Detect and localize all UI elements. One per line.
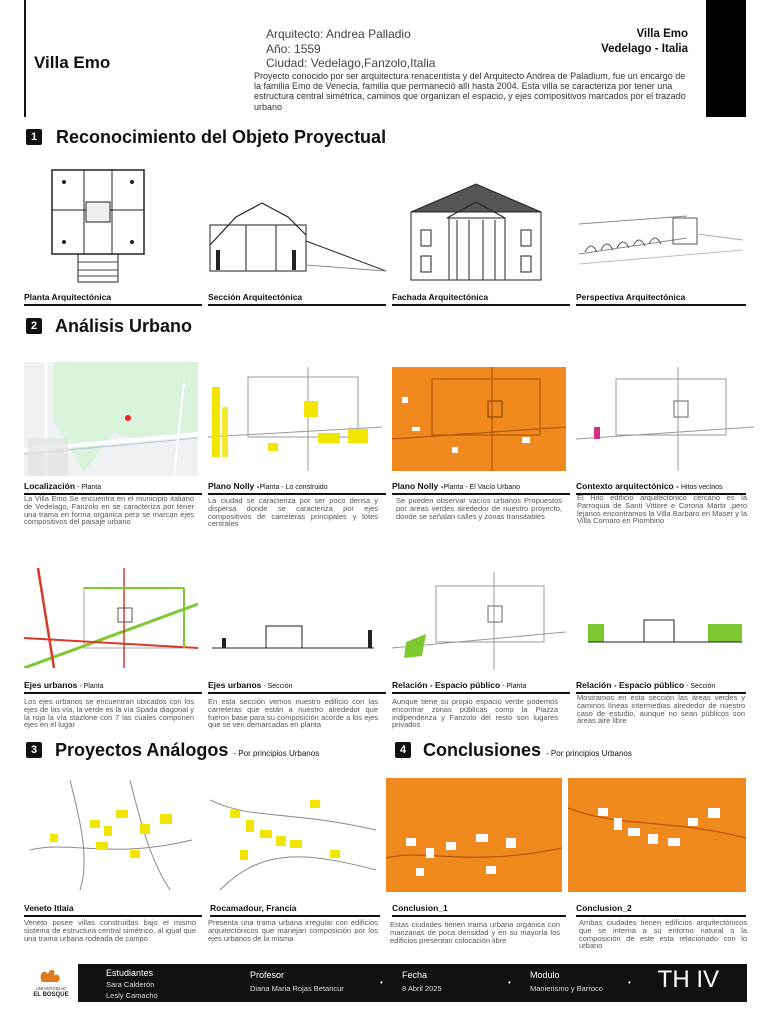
- students-label: Estudiantes: [106, 968, 154, 978]
- text-rocamadour: Presenta una trama urbana irregular con edificios arquitectónicos que manejan composición por los ejes urbanos de la misma: [208, 918, 378, 943]
- text-axes-plan: Los ejes urbanos se encuentran ubicados con los ejes de las vía, la verde es la vía Spada diagonal y la roja la vía stazione con 7 las cuales componen ejes en el lugar: [24, 697, 194, 730]
- conclusion-2-map: [568, 778, 746, 892]
- module-value: Manierismo y Barroco: [530, 984, 603, 993]
- caption-context-sub: Hitos vecinos: [678, 484, 723, 491]
- section-number-4: 4: [395, 742, 411, 758]
- facade-drawing: [407, 178, 545, 282]
- section-title-4-text: Conclusiones: [423, 740, 542, 760]
- footer-bar: [24, 964, 747, 1002]
- year-text: Año: 1559: [266, 42, 321, 56]
- separator-dot-icon: •: [508, 978, 511, 987]
- section-title-3: [55, 740, 319, 761]
- text-context: El Hito edificio arquitectónico cercano es la Parroquia de Santi Vittore e Corona Martir ,pero lejanos encontramos la Villa Barbaro en Maser y la Villa Cornaro en Piombino: [577, 493, 747, 526]
- axes-plan-map: [24, 568, 198, 668]
- caption-public-section-sub: - Sección: [684, 683, 716, 690]
- caption-nolly-built-sub: Planta - Lo construido: [259, 484, 328, 491]
- section-subtitle-3: - Por principios Urbanos: [233, 749, 320, 758]
- floor-plan-drawing: [48, 162, 152, 286]
- caption-veneto: Veneto Itlaia: [24, 903, 202, 917]
- perspective-drawing: [577, 194, 745, 276]
- caption-axes-plan: [24, 680, 202, 694]
- caption-axes-plan-sub: - Planta: [77, 683, 104, 690]
- nolly-void-map: [392, 367, 566, 471]
- caption-conclusion-1: Conclusion_1: [392, 903, 566, 917]
- logo-box: [24, 964, 78, 1002]
- header-black-block: [706, 0, 746, 117]
- caption-perspectiva: Perspectiva Arquitectónica: [576, 292, 746, 306]
- caption-axes-plan-title: Ejes urbanos: [24, 680, 78, 690]
- section-number-3: 3: [26, 742, 42, 758]
- section-title-2: Análisis Urbano: [55, 316, 193, 336]
- section-title-1: Reconocimiento del Objeto Proyectual: [56, 127, 387, 147]
- logo-text-1: UNIVERSIDAD: [35, 986, 67, 991]
- caption-public-plan-title: Relación - Espacio público: [392, 680, 501, 690]
- professor-name: Diana Maria Rojas Betancur: [250, 984, 344, 993]
- public-space-plan-map: [392, 572, 566, 670]
- course-code: TH IV: [657, 966, 719, 993]
- student-1: Sara Calderón: [106, 980, 155, 989]
- text-veneto: Veneto posee villas construidas bajo el mismo sistema de estructura central simétrico, al igual que una trama urbana rodeada de campo: [24, 918, 196, 943]
- section-subtitle-4: - Por principios Urbanos: [546, 749, 632, 758]
- separator-dot-icon: •: [380, 978, 383, 987]
- text-conclusion-2: Ambas ciudades tienen edificios arquitectónicos que se interna a su entorno natural o la composición de este esta relacionado con lo urbano: [579, 918, 747, 951]
- caption-axes-section-sub: - Sección: [261, 683, 293, 690]
- text-axes-section: En esta sección vemos nuestro edificio con las carreteras que están a nuestro alrededor que fueron base para su composición acorde a los ejes que se ven demarcadas en planta: [208, 697, 378, 730]
- caption-seccion: Sección Arquitectónica: [208, 292, 386, 306]
- caption-axes-section: [208, 680, 386, 694]
- caption-axes-section-title: Ejes urbanos: [208, 680, 262, 690]
- text-nolly-void: Se pueden observar vacíos urbanos Propuestos por áreas verdes alrededor de nuestro proyecto, donde se señalan calles y zonas transitables: [396, 496, 562, 521]
- section-title-4: [423, 740, 632, 761]
- university-logo-icon: [24, 964, 78, 986]
- module-label: Modulo: [530, 970, 560, 980]
- text-localizacion: La Villa Emo Se encuentra en el municipio italiano de Vedelago, Fanzolo en se caracteriza por tener una trama en forma organica pero se marcan ejes compositivos del paisaje urbano: [24, 494, 194, 527]
- caption-public-plan: [392, 680, 570, 694]
- caption-nolly-void-sub: Planta - El Vacío Urbano: [443, 484, 521, 491]
- context-map: [576, 367, 754, 471]
- section-title-3-text: Proyectos Análogos: [55, 740, 229, 760]
- caption-public-section: [576, 680, 746, 694]
- caption-conclusion-2: Conclusion_2: [576, 903, 746, 917]
- header-divider: [24, 0, 26, 117]
- rocamadour-map: [210, 780, 376, 890]
- location-map: [24, 362, 198, 476]
- caption-rocamadour: Rocamadour, Francia: [210, 903, 380, 917]
- caption-planta: Planta Arquitectónica: [24, 292, 202, 306]
- section-number-1: 1: [26, 129, 42, 145]
- section-number-2: 2: [26, 318, 42, 334]
- caption-localizacion-title: Localización: [24, 481, 76, 491]
- caption-context-title: Contexto arquitectónico -: [576, 481, 679, 491]
- student-2: Lesly Camacho: [106, 991, 158, 1000]
- header-right-title: Villa Emo: [636, 28, 688, 40]
- text-public-section: Mostramos en esta sección las áreas verdes y caminos líneas intermedias alrededor de nuestro caso de estudio, aunque no sean públicos son áreas aire libre: [577, 693, 745, 726]
- separator-dot-icon: •: [628, 978, 631, 987]
- date-value: 8 Abril 2025: [402, 984, 442, 993]
- caption-fachada: Fachada Arquitectónica: [392, 292, 570, 306]
- project-description: Proyecto conocido por ser arquitectura renacentista y del Arquitecto Andrea de Paladium, fue un encargo de la familia Emo de Venecia, familia que permaneció allí hasta 2004. Esta villa se caracteriza por tener una estructura central simétrica, caminos que organizan el espacio, y ejes compositivos marcados por el trazado urbano: [254, 71, 686, 112]
- section-drawing: [206, 195, 388, 275]
- header-right-subtitle: Vedelago - Italia: [601, 43, 688, 55]
- veneto-map: [30, 780, 192, 890]
- logo-text-2: EL BOSQUE: [33, 992, 69, 998]
- architect-text: Arquitecto: Andrea Palladio: [266, 27, 411, 41]
- caption-public-plan-sub: - Planta: [500, 683, 527, 690]
- city-text: Ciudad: Vedelago,Fanzolo,Italia: [266, 56, 436, 70]
- caption-nolly-void: [392, 481, 570, 495]
- caption-nolly-built: [208, 481, 386, 495]
- caption-nolly-void-title: Plano Nolly -: [392, 481, 444, 491]
- axes-section-drawing: [208, 620, 378, 654]
- caption-nolly-built-title: Plano Nolly -: [208, 481, 260, 491]
- conclusion-1-map: [386, 778, 562, 892]
- caption-localizacion-sub: - Planta: [75, 484, 102, 491]
- caption-localizacion: [24, 481, 202, 495]
- caption-public-section-title: Relación - Espacio público: [576, 680, 685, 690]
- public-space-section-drawing: [584, 618, 746, 644]
- text-conclusion-1: Estas ciudades tienen trama urbana orgánica con manzanas de poca densidad y en su mayoría los edificios presentan colocación libre: [390, 920, 560, 945]
- text-public-plan: Aunque tiene su propio espacio verde podemos encontrar zonas públicas como la Piazza indipendenza y Fanzolo del resto son lugares privados: [392, 697, 558, 730]
- text-nolly-built: La ciudad se caracteriza por ser poco densa y dispersa donde se caracteriza por ejes compositivos de carreteras principales y lotes centrales: [208, 496, 378, 529]
- page-title: Villa Emo: [34, 53, 111, 72]
- nolly-built-map: [208, 367, 382, 471]
- date-label: Fecha: [402, 970, 428, 980]
- professor-label: Profesor: [250, 970, 285, 980]
